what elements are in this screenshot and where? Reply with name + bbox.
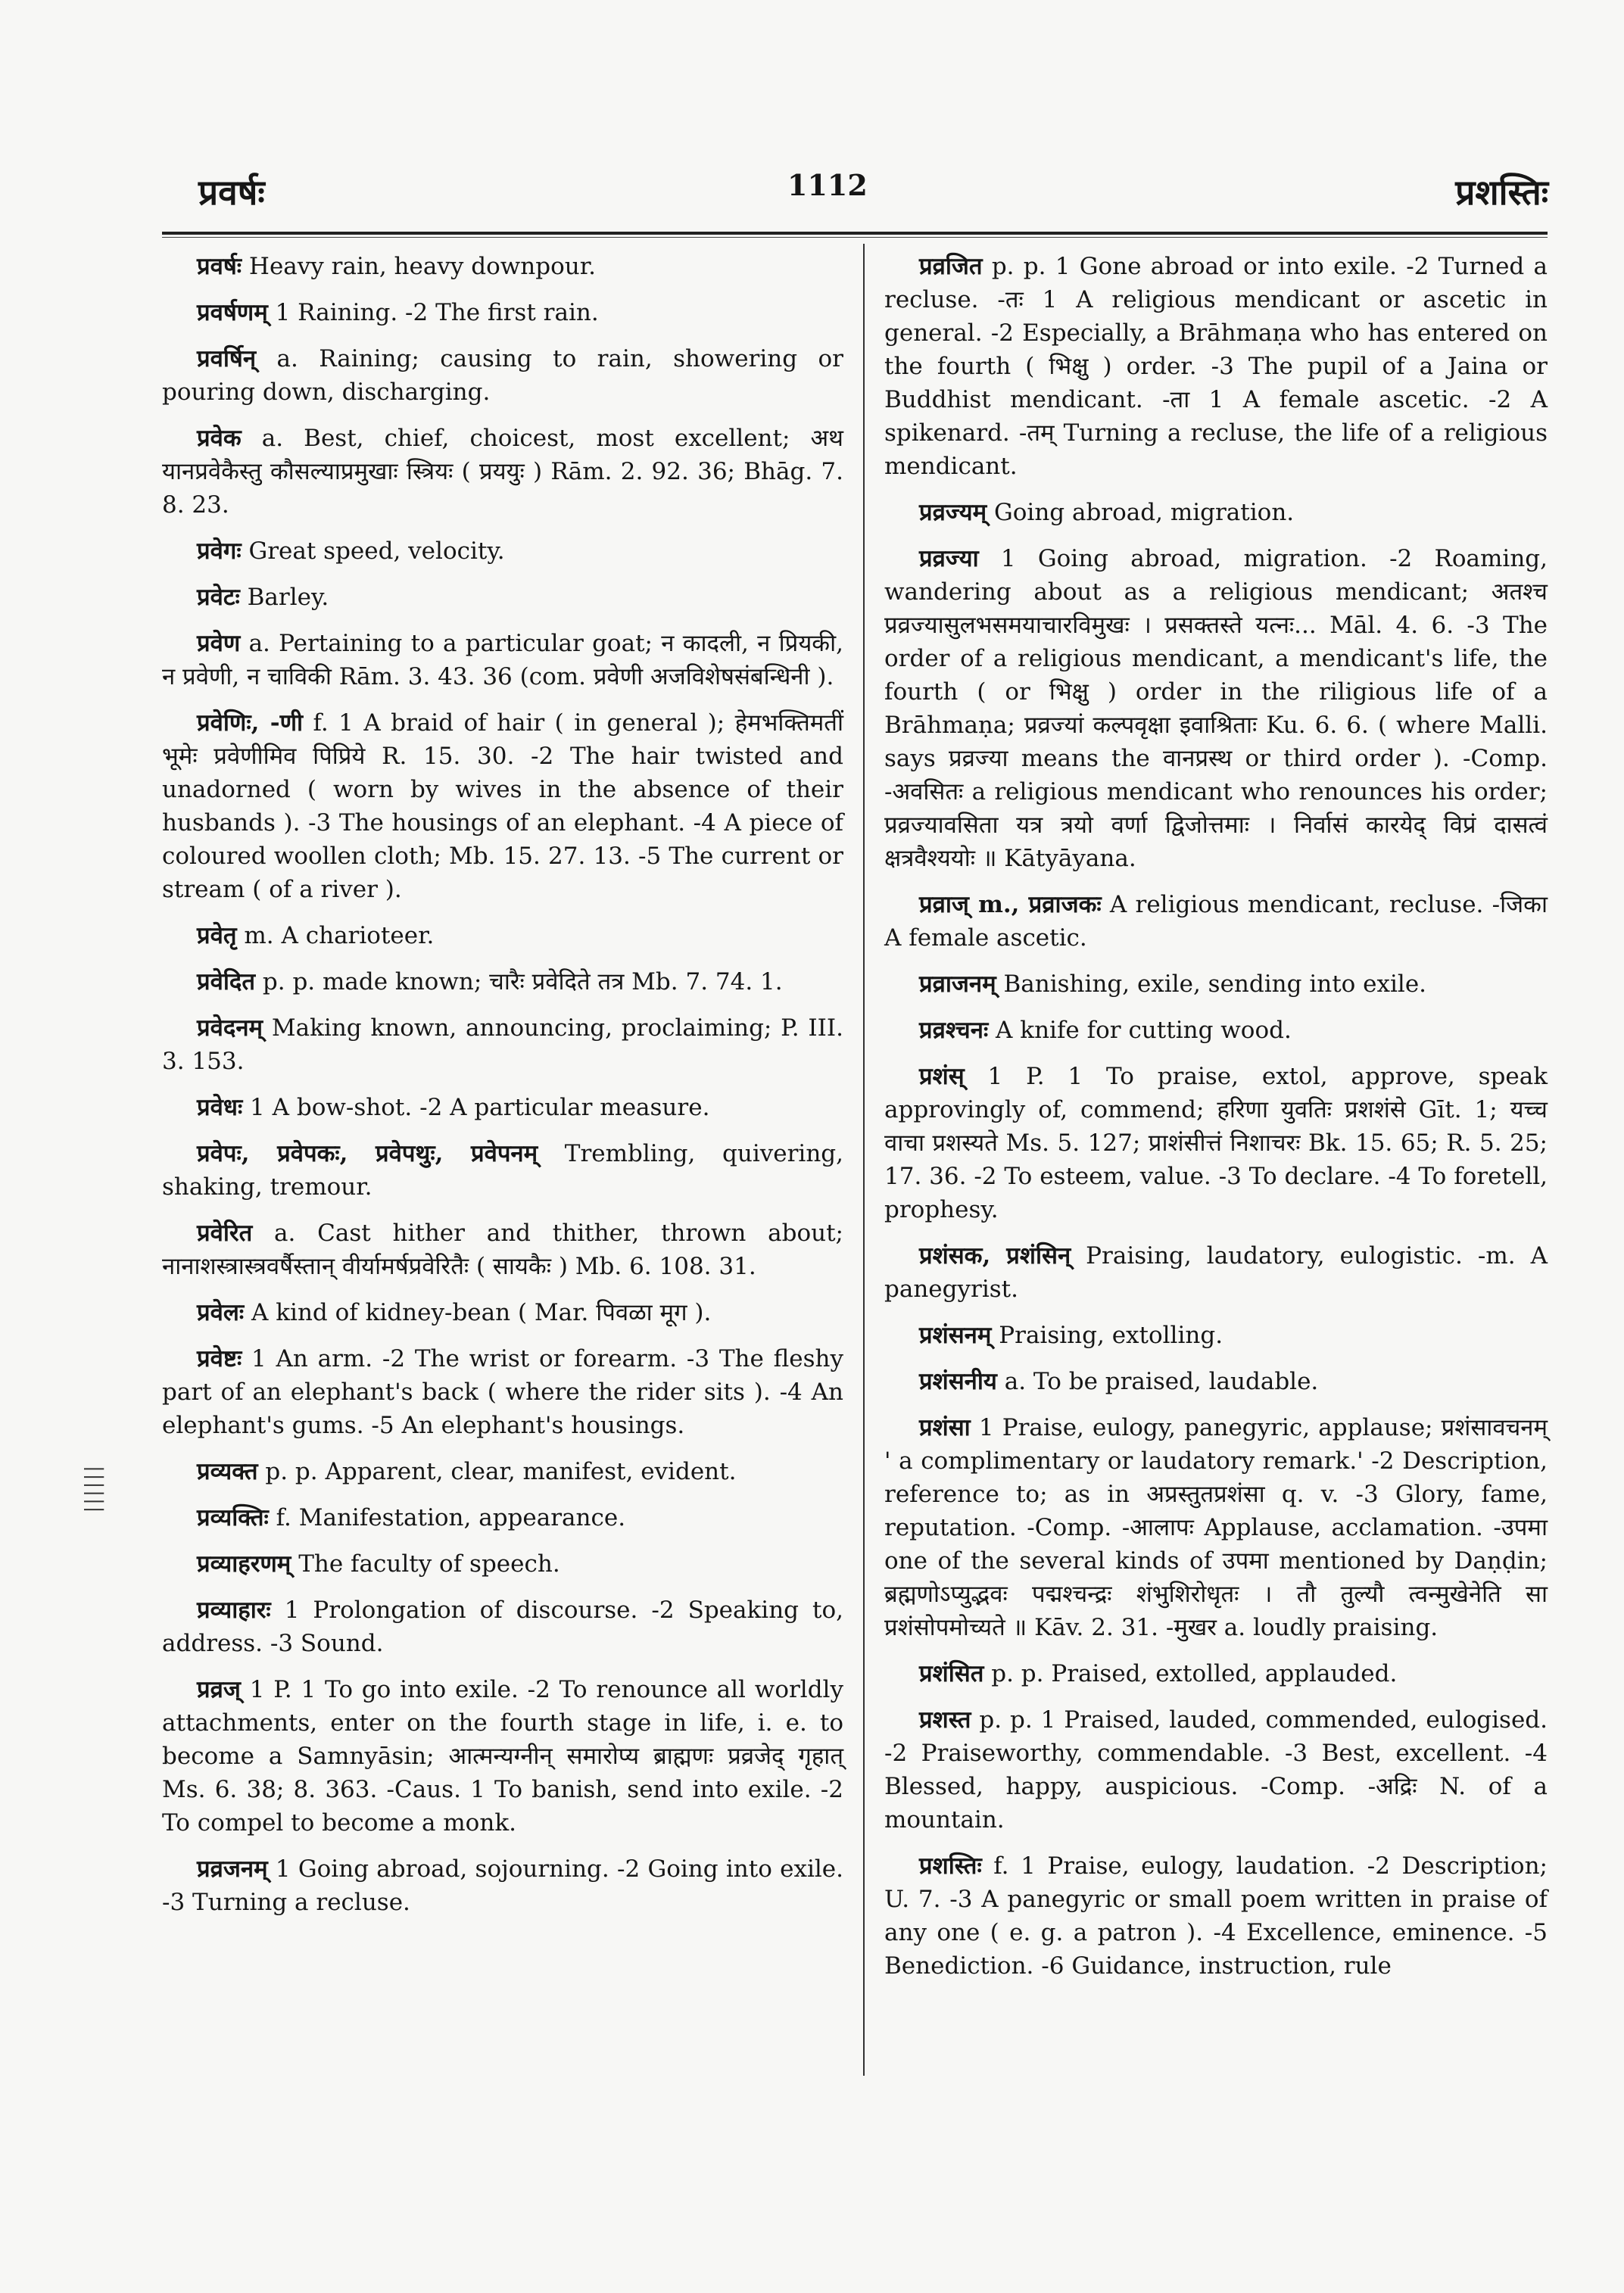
- entry-definition: 1 Raining. -2 The first rain.: [267, 299, 599, 326]
- dictionary-entry: [162, 581, 843, 614]
- entry-headword: प्रशंसित: [919, 1660, 984, 1687]
- left-running-headword: प्रवर्षः: [198, 172, 265, 213]
- entry-definition: Great speed, velocity.: [241, 537, 505, 565]
- entry-definition: p. p. Apparent, clear, manifest, evident.: [257, 1458, 737, 1485]
- entry-definition: Making known, announcing, proclaiming; P. III. 3. 153.: [162, 1014, 843, 1075]
- dictionary-entry: [162, 296, 843, 329]
- entry-headword: प्रवर्षः: [197, 253, 242, 280]
- entry-headword: प्रव्राजनम्: [919, 970, 996, 998]
- entry-definition: Banishing, exile, sending into exile.: [996, 970, 1427, 998]
- header-rule-thin: [162, 237, 1548, 238]
- entry-definition: Praising, laudatory, eulogistic. -m. A panegyrist.: [884, 1242, 1548, 1303]
- dictionary-entry: [884, 1657, 1548, 1690]
- dictionary-entry: [162, 1296, 843, 1329]
- entry-headword: प्रवेलः: [197, 1299, 245, 1326]
- dictionary-entry: [162, 1852, 843, 1919]
- entry-definition: a. Pertaining to a particular goat; न कादली, न प्रियकी, न प्रवेणी, न चाविकी Rām. 3. 43. 36 (com. प्रवेणी अजविशेषसंबन्धिनी ).: [162, 630, 843, 690]
- entry-headword: प्रशंसक, प्रशंसिन्: [919, 1242, 1071, 1270]
- entry-headword: प्रवेटः: [197, 584, 240, 611]
- entry-definition: A kind of kidney-bean ( Mar. पिवळा मूग ).: [244, 1299, 712, 1326]
- entry-headword: प्रवेक: [197, 425, 242, 452]
- entry-definition: Praising, extolling.: [991, 1322, 1223, 1349]
- dictionary-entry: [884, 1239, 1548, 1306]
- entry-definition: 1 P. 1 To go into exile. -2 To renounce all worldly attachments, enter on the fourth stage in life, i. e. to become a Samnyāsin; आत्मन्यग्नीन् समारोप्य ब्राह्मणः प्रव्रजेद् गृहात् Ms. 6. 38; 8. 363. -Caus. 1 To banish, send into exile. -2 To compel to become a monk.: [162, 1676, 843, 1837]
- dictionary-entry: [162, 1011, 843, 1078]
- entry-definition: p. p. Praised, extolled, applauded.: [983, 1660, 1398, 1687]
- dictionary-entry: [162, 1217, 843, 1283]
- entry-headword: प्रवेधः: [197, 1094, 243, 1121]
- dictionary-entry: [162, 706, 843, 906]
- dictionary-entry: [884, 1703, 1548, 1837]
- entry-definition: p. p. made known; चारैः प्रवेदिते तत्र Mb. 7. 74. 1.: [255, 968, 783, 995]
- dictionary-entry: [162, 250, 843, 283]
- entry-headword: प्रव्रजित: [919, 253, 983, 280]
- entry-headword: प्रवर्षणम्: [197, 299, 268, 326]
- entry-headword: प्रशंसनम्: [919, 1322, 992, 1349]
- entry-headword: प्रवेतृ: [197, 922, 237, 949]
- entry-definition: f. 1 A braid of hair ( in general ); हेमभक्तिमतीं भूमेः प्रवेणीमिव पिप्रिये R. 15. 30. -2 The hair twisted and unadorned ( worn by wives in the absence of their husbands ). -3 The housings of an elephant. -4 A piece of coloured woollen cloth; Mb. 15. 27. 13. -5 The current or stream ( of a river ).: [162, 709, 843, 903]
- entry-definition: 1 An arm. -2 The wrist or forearm. -3 The fleshy part of an elephant's back ( where the rider sits ). -4 An elephant's gums. -5 An elephant's housings.: [162, 1345, 843, 1439]
- entry-headword: प्रव्याहारः: [197, 1597, 271, 1624]
- right-running-headword: प्रशस्तिः: [1455, 172, 1548, 213]
- entry-headword: प्रव्रश्चनः: [919, 1017, 989, 1044]
- entry-definition: p. p. 1 Gone abroad or into exile. -2 Turned a recluse. -तः 1 A religious mendicant or ascetic in general. -2 Especially, a Brāhmaṇa who has entered on the fourth ( भिक्षु ) order. -3 The pupil of a Jaina or Buddhist mendicant. -ता 1 A female ascetic. -2 A spikenard. -तम् Turning a recluse, the life of a religious mendicant.: [884, 253, 1548, 480]
- entry-definition: a. Raining; causing to rain, showering or pouring down, discharging.: [162, 345, 843, 406]
- dictionary-entry: [884, 1849, 1548, 1983]
- dictionary-entry: [162, 342, 843, 409]
- dictionary-entry: [884, 1411, 1548, 1644]
- entry-headword: प्रशंस्: [919, 1063, 965, 1090]
- entry-definition: p. p. 1 Praised, lauded, commended, eulogised. -2 Praiseworthy, commendable. -3 Best, excellent. -4 Blessed, happy, auspicious. -Comp. -अद्रिः N. of a mountain.: [884, 1706, 1548, 1833]
- entry-definition: Going abroad, migration.: [987, 499, 1295, 526]
- margin-mark: ||||||: [83, 1466, 106, 1515]
- entry-definition: 1 A bow-shot. -2 A particular measure.: [242, 1094, 710, 1121]
- dictionary-entry: [884, 1319, 1548, 1352]
- entry-definition: 1 P. 1 To praise, extol, approve, speak approvingly of, commend; हरिणा युवतिः प्रशशंसे Gīt. 1; यच्च वाचा प्रशस्यते Ms. 5. 127; प्राशंसीत्तं निशाचरः Bk. 15. 65; R. 5. 25; 17. 36. -2 To esteem, value. -3 To declare. -4 To foretell, prophesy.: [884, 1063, 1548, 1223]
- entry-definition: a. Best, chief, choicest, most excellent; अथ यानप्रवेकैस्तु कौसल्याप्रमुखाः स्त्रियः ( प्रययुः ) Rām. 2. 92. 36; Bhāg. 7. 8. 23.: [162, 425, 843, 519]
- entry-definition: 1 Going abroad, migration. -2 Roaming, wandering about as a religious mendicant; अतश्च प्रव्रज्यासुलभसमयाचारविमुखः । प्रसक्तस्ते यत्नः... Māl. 4. 6. -3 The order of a religious mendicant, a mendicant's life, the fourth ( or भिक्षु ) order in the riligious life of a Brāhmaṇa; प्रव्रज्यां कल्पवृक्षा इवाश्रिताः Ku. 6. 6. ( where Malli. says प्रव्रज्या means the वानप्रस्थ or third order ). -Comp. -अवसितः a religious mendicant who renounces his order; प्रव्रज्यावसिता यत्र त्रयो वर्णा द्विजोत्तमाः । निर्वासं कारयेद् विप्रं दासत्वं क्षत्रवैश्ययोः ॥ Kātyāyana.: [884, 545, 1548, 872]
- entry-headword: प्रवेरित: [197, 1220, 253, 1247]
- entry-headword: प्रव्रजनम्: [197, 1855, 268, 1883]
- entry-definition: f. 1 Praise, eulogy, laudation. -2 Description; U. 7. -3 A panegyric or small poem written in praise of any one ( e. g. a patron ). -4 Excellence, eminence. -5 Benediction. -6 Guidance, instruction, rule: [884, 1852, 1548, 1980]
- dictionary-entry: [162, 1547, 843, 1581]
- entry-definition: A knife for cutting wood.: [988, 1017, 1292, 1044]
- dictionary-entry: [884, 967, 1548, 1001]
- entry-headword: प्रव्यक्तिः: [197, 1504, 269, 1531]
- entry-headword: प्रशंसा: [919, 1414, 971, 1441]
- entry-headword: प्रवेणिः, -णी: [197, 709, 304, 737]
- entry-headword: प्रवर्षिन्: [197, 345, 257, 372]
- entry-headword: प्रवेगः: [197, 537, 242, 565]
- dictionary-entry: [162, 919, 843, 952]
- entry-definition: a. Cast hither and thither, thrown about; नानाशस्त्रास्त्रवर्षैस्तान् वीर्यामर्षप्रवेरितैः ( सायकैः ) Mb. 6. 108. 31.: [162, 1220, 843, 1280]
- entry-headword: प्रवेदित: [197, 968, 256, 995]
- entry-definition: 1 Going abroad, sojourning. -2 Going into exile. -3 Turning a recluse.: [162, 1855, 843, 1916]
- entry-headword: प्रव्रज्यम्: [919, 499, 987, 526]
- dictionary-entry: [162, 965, 843, 999]
- dictionary-entry: [162, 627, 843, 693]
- page-number: 1112: [787, 168, 868, 202]
- right-column: [884, 250, 1548, 1995]
- entry-definition: 1 Prolongation of discourse. -2 Speaking to, address. -3 Sound.: [162, 1597, 843, 1657]
- entry-definition: The faculty of speech.: [291, 1550, 560, 1578]
- dictionary-entry: [162, 422, 843, 522]
- entry-definition: Trembling, quivering, shaking, tremour.: [162, 1140, 843, 1201]
- entry-definition: f. Manifestation, appearance.: [268, 1504, 626, 1531]
- dictionary-entry: [162, 1091, 843, 1124]
- entry-definition: a. To be praised, laudable.: [996, 1368, 1319, 1395]
- dictionary-entry: [884, 1014, 1548, 1047]
- header-rule: [162, 232, 1548, 235]
- entry-headword: प्रवेपः, प्रवेपकः, प्रवेपथुः, प्रवेपनम्: [197, 1140, 538, 1167]
- entry-definition: m. A charioteer.: [236, 922, 435, 949]
- dictionary-entry: [162, 1137, 843, 1204]
- dictionary-entry: [162, 1501, 843, 1534]
- entry-headword: प्रव्रज्या: [919, 545, 979, 572]
- dictionary-entry: [162, 1342, 843, 1442]
- dictionary-entry: [162, 534, 843, 568]
- entry-headword: प्रशस्त: [919, 1706, 971, 1734]
- entry-headword: प्रवेदनम्: [197, 1014, 263, 1042]
- entry-headword: प्रशस्तिः: [919, 1852, 982, 1880]
- entry-headword: प्रव्रज्: [197, 1676, 241, 1703]
- dictionary-entry: [884, 1365, 1548, 1398]
- dictionary-entry: [162, 1673, 843, 1840]
- dictionary-entry: [884, 250, 1548, 483]
- left-column: [162, 250, 843, 1932]
- entry-headword: प्रव्यक्त: [197, 1458, 258, 1485]
- entry-definition: Heavy rain, heavy downpour.: [242, 253, 596, 280]
- dictionary-entry: [884, 888, 1548, 955]
- column-divider: [863, 244, 865, 2076]
- entry-definition: A religious mendicant, recluse. -जिका A female ascetic.: [884, 891, 1548, 952]
- entry-definition: Barley.: [239, 584, 329, 611]
- dictionary-entry: [884, 496, 1548, 529]
- entry-headword: प्रवेण: [197, 630, 241, 657]
- entry-definition: 1 Praise, eulogy, panegyric, applause; प्रशंसावचनम् ' a complimentary or laudatory remark.' -2 Description, reference to; as in अप्रस्तुतप्रशंसा q. v. -3 Glory, fame, reputation. -Comp. -आलापः Applause, acclamation. -उपमा one of the several kinds of उपमा mentioned by Daṇḍin; ब्रह्मणोऽप्युद्भवः पद्मश्चन्द्रः शंभुशिरोधृतः । तौ तुल्यौ त्वन्मुखेनेति सा प्रशंसोपमोच्यते ॥ Kāv. 2. 31. -मुखर a. loudly praising.: [884, 1414, 1548, 1641]
- dictionary-entry: [884, 1060, 1548, 1226]
- page-header: [0, 0, 1624, 227]
- entry-headword: प्रव्याहरणम्: [197, 1550, 291, 1578]
- dictionary-entry: [162, 1455, 843, 1488]
- entry-headword: प्रवेष्टः: [197, 1345, 242, 1372]
- dictionary-entry: [162, 1594, 843, 1660]
- entry-headword: प्रशंसनीय: [919, 1368, 997, 1395]
- entry-headword: प्रव्राज् m., प्रव्राजकः: [919, 891, 1102, 918]
- dictionary-entry: [884, 542, 1548, 875]
